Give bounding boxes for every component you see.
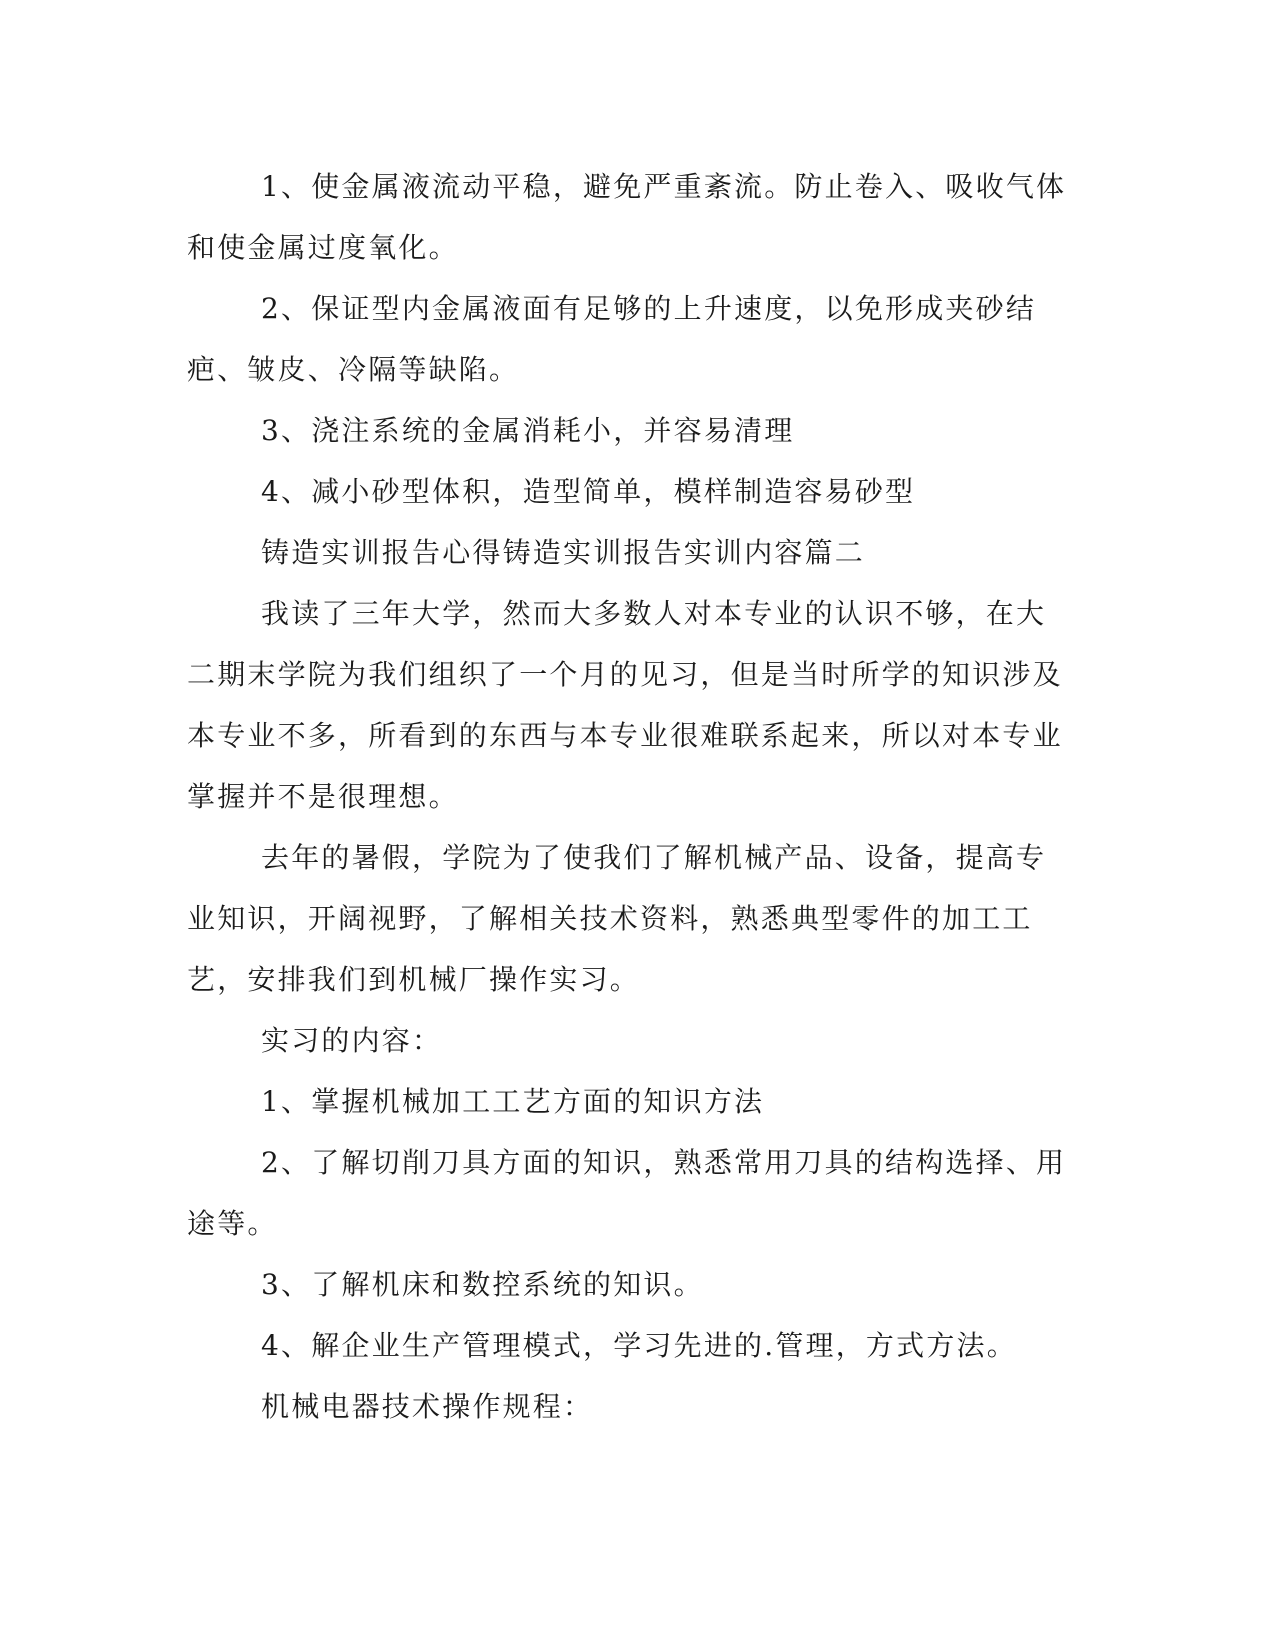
- paragraph: 4、减小砂型体积，造型简单，模样制造容易砂型: [261, 475, 916, 508]
- paragraph: 3、了解机床和数控系统的知识。: [261, 1268, 704, 1301]
- paragraph: 机械电器技术操作规程：: [261, 1390, 594, 1423]
- paragraph: 4、解企业生产管理模式，学习先进的.管理，方式方法。: [261, 1329, 1017, 1362]
- paragraph: 2、保证型内金属液面有足够的上升速度，以免形成夹砂结疤、皱皮、冷隔等缺陷。: [187, 292, 1037, 386]
- paragraph: 去年的暑假，学院为了使我们了解机械产品、设备，提高专业知识，开阔视野，了解相关技术资料，熟悉典型零件的加工工艺，安排我们到机械厂操作实习。: [187, 841, 1047, 996]
- paragraph: 1、使金属液流动平稳，避免严重紊流。防止卷入、吸收气体和使金属过度氧化。: [187, 170, 1067, 264]
- paragraph: 我读了三年大学，然而大多数人对本专业的认识不够，在大二期末学院为我们组织了一个月的见习，但是当时所学的知识涉及本专业不多，所看到的东西与本专业很难联系起来，所以对本专业掌握并不是很理想。: [187, 597, 1063, 813]
- paragraph: 实习的内容：: [261, 1024, 443, 1057]
- paragraph: 3、浇注系统的金属消耗小，并容易清理: [261, 414, 795, 447]
- section-heading: 铸造实训报告心得铸造实训报告实训内容篇二: [261, 536, 866, 569]
- paragraph: 1、掌握机械加工工艺方面的知识方法: [261, 1085, 765, 1118]
- paragraph: 2、了解切削刀具方面的知识，熟悉常用刀具的结构选择、用途等。: [187, 1146, 1067, 1240]
- document-body: [187, 156, 1067, 1437]
